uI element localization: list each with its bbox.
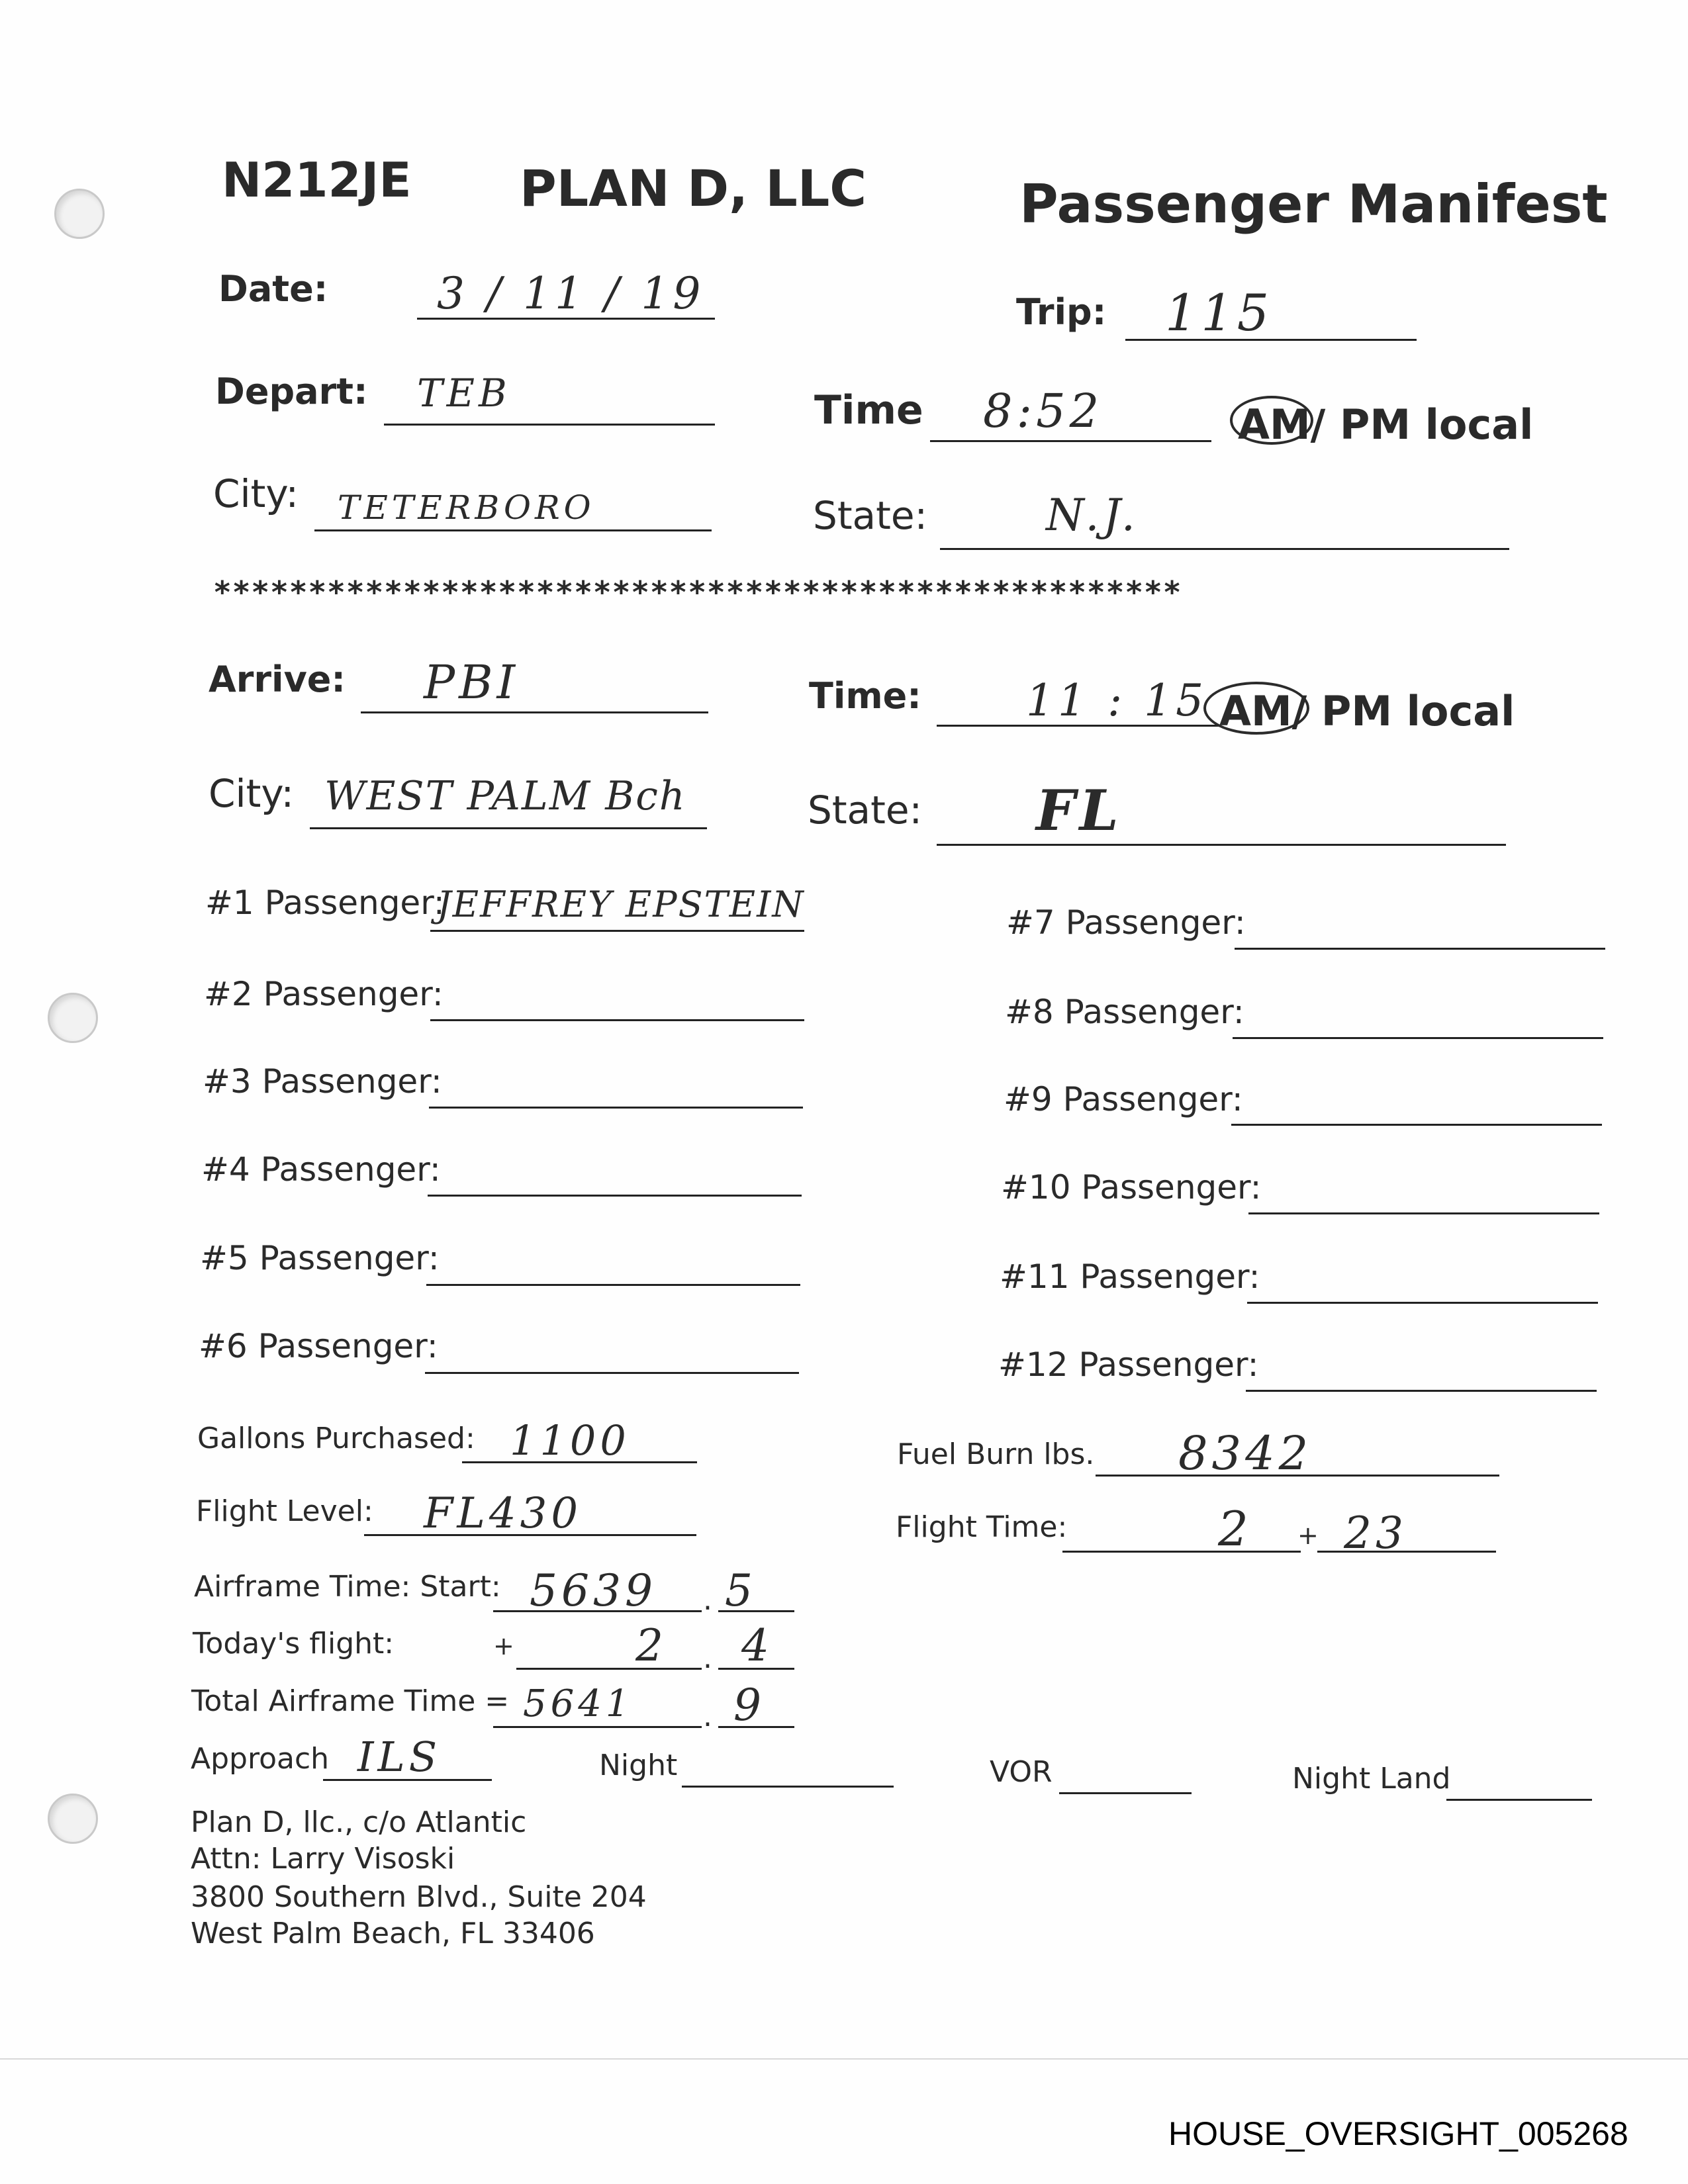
arrive-line (361, 711, 708, 713)
flight-time-hours: 2 (1218, 1501, 1252, 1557)
passenger-10-label: #10 Passenger: (1001, 1168, 1262, 1206)
flight-level-value: FL430 (424, 1489, 583, 1538)
arrive-am-pm-label: AM/ PM local (1219, 687, 1515, 735)
passenger-7-label: #7 Passenger: (1006, 903, 1246, 942)
flight-time-plus: + (1297, 1521, 1319, 1550)
flight-time-hours-line (1062, 1551, 1301, 1553)
arrive-time-line (937, 725, 1221, 727)
todays-flight-label: Today's flight: (193, 1627, 395, 1661)
night-land-line (1446, 1799, 1592, 1801)
page-bottom-edge (0, 2058, 1688, 2060)
arrive-city-value: WEST PALM Bch (324, 773, 686, 819)
approach-line (323, 1779, 492, 1781)
passenger-11-label: #11 Passenger: (1000, 1257, 1260, 1296)
night-line (682, 1786, 894, 1788)
passenger-8-line (1233, 1037, 1603, 1039)
flight-level-line (364, 1534, 696, 1536)
todays-flight-tenths: 4 (741, 1620, 773, 1671)
address-line-1: Plan D, llc., c/o Atlantic (191, 1805, 527, 1839)
depart-time-line (930, 440, 1211, 442)
todays-flight-tenths-line (718, 1668, 794, 1670)
gallons-value: 1100 (510, 1416, 630, 1465)
date-label: Date: (218, 268, 328, 310)
tail-number: N212JE (222, 152, 412, 208)
passenger-4-line (428, 1195, 802, 1197)
flight-level-label: Flight Level: (196, 1494, 373, 1528)
todays-flight-whole-line (516, 1668, 702, 1670)
passenger-5-label: #5 Passenger: (200, 1239, 440, 1277)
page-title: Passenger Manifest (1019, 173, 1608, 235)
passenger-4-label: #4 Passenger: (201, 1150, 441, 1189)
passenger-3-label: #3 Passenger: (203, 1062, 442, 1101)
binder-hole-top (54, 189, 105, 239)
todays-flight-whole: 2 (635, 1620, 667, 1671)
company-name: PLAN D, LLC (520, 159, 867, 218)
arrive-city-line (310, 827, 707, 829)
approach-label: Approach (191, 1742, 330, 1776)
depart-state-line (940, 548, 1509, 550)
passenger-6-line (425, 1372, 799, 1374)
depart-city-label: City: (213, 471, 299, 516)
arrive-label: Arrive: (209, 659, 346, 700)
depart-am-pm-label: AM/ PM local (1238, 400, 1534, 449)
gallons-label: Gallons Purchased: (197, 1422, 475, 1455)
arrive-value: PBI (424, 655, 520, 709)
depart-label: Depart: (215, 371, 368, 412)
todays-flight-plus: + (493, 1631, 514, 1661)
passenger-7-line (1235, 948, 1605, 950)
total-airframe-whole: 5641 (523, 1682, 633, 1725)
passenger-12-line (1246, 1390, 1597, 1392)
total-airframe-whole-line (493, 1726, 702, 1728)
airframe-start-whole: 5639 (530, 1565, 657, 1616)
airframe-start-tenths: 5 (725, 1565, 757, 1616)
vor-line (1059, 1792, 1192, 1794)
vor-label: VOR (990, 1755, 1053, 1789)
airframe-start-whole-line (493, 1610, 702, 1612)
night-land-label: Night Land (1292, 1762, 1451, 1796)
flight-time-minutes-line (1317, 1551, 1496, 1553)
depart-time-label: Time (814, 387, 923, 433)
address-line-4: West Palm Beach, FL 33406 (191, 1917, 595, 1950)
separator-asterisks: *************************************************** (213, 574, 1182, 610)
total-airframe-tenths: 9 (733, 1680, 765, 1731)
passenger-11-line (1247, 1302, 1598, 1304)
gallons-line (462, 1461, 697, 1463)
binder-hole-middle (48, 993, 98, 1043)
arrive-state-label: State: (808, 788, 923, 833)
depart-city-line (314, 529, 712, 531)
arrive-city-label: City: (209, 771, 294, 816)
arrive-state-line (937, 844, 1506, 846)
arrive-state-value: FL (1036, 778, 1123, 843)
passenger-1-name: JEFFREY EPSTEIN (437, 884, 805, 925)
depart-city-value: TETERBORO (338, 488, 595, 527)
depart-state-value: N.J. (1046, 490, 1139, 541)
fuel-burn-label: Fuel Burn lbs. (897, 1437, 1095, 1471)
airframe-start-dot: . (703, 1583, 712, 1617)
total-airframe-tenths-line (718, 1726, 794, 1728)
passenger-9-line (1231, 1124, 1602, 1126)
passenger-3-line (429, 1107, 803, 1109)
passenger-8-label: #8 Passenger: (1005, 993, 1244, 1031)
fuel-burn-value: 8342 (1178, 1426, 1313, 1480)
flight-time-label: Flight Time: (896, 1510, 1068, 1544)
date-value: 3 / 11 / 19 (437, 268, 705, 319)
airframe-start-label: Airframe Time: Start: (194, 1570, 501, 1604)
arrive-time-value: 11 : 15 (1026, 675, 1208, 726)
passenger-2-line (430, 1019, 804, 1021)
flight-time-minutes: 23 (1344, 1508, 1407, 1559)
passenger-2-label: #2 Passenger: (204, 975, 444, 1013)
night-label: Night (599, 1749, 678, 1782)
passenger-9-label: #9 Passenger: (1004, 1080, 1243, 1118)
passenger-1-line (430, 930, 804, 932)
fuel-burn-line (1096, 1475, 1499, 1477)
passenger-10-line (1248, 1212, 1599, 1214)
arrive-time-label: Time: (809, 675, 921, 717)
passenger-12-label: #12 Passenger: (998, 1345, 1259, 1384)
approach-value: ILS (357, 1733, 442, 1781)
address-line-3: 3800 Southern Blvd., Suite 204 (191, 1880, 647, 1914)
airframe-start-tenths-line (718, 1610, 794, 1612)
date-line (417, 318, 715, 320)
depart-time-value: 8:52 (983, 384, 1103, 438)
total-airframe-dot: . (703, 1700, 712, 1733)
bates-number: HOUSE_OVERSIGHT_005268 (1168, 2115, 1628, 2152)
trip-label: Trip: (1016, 291, 1107, 333)
total-airframe-label: Total Airframe Time = (191, 1684, 510, 1718)
depart-value: TEB (417, 371, 511, 416)
binder-hole-bottom (48, 1794, 98, 1844)
trip-value: 115 (1165, 283, 1274, 342)
passenger-5-line (426, 1284, 800, 1286)
trip-line (1125, 339, 1417, 341)
passenger-1-label: #1 Passenger: (205, 884, 445, 922)
depart-line (384, 424, 715, 426)
passenger-6-label: #6 Passenger: (199, 1327, 438, 1365)
address-line-2: Attn: Larry Visoski (191, 1842, 455, 1876)
depart-state-label: State: (813, 493, 928, 538)
todays-flight-dot: . (703, 1641, 712, 1675)
